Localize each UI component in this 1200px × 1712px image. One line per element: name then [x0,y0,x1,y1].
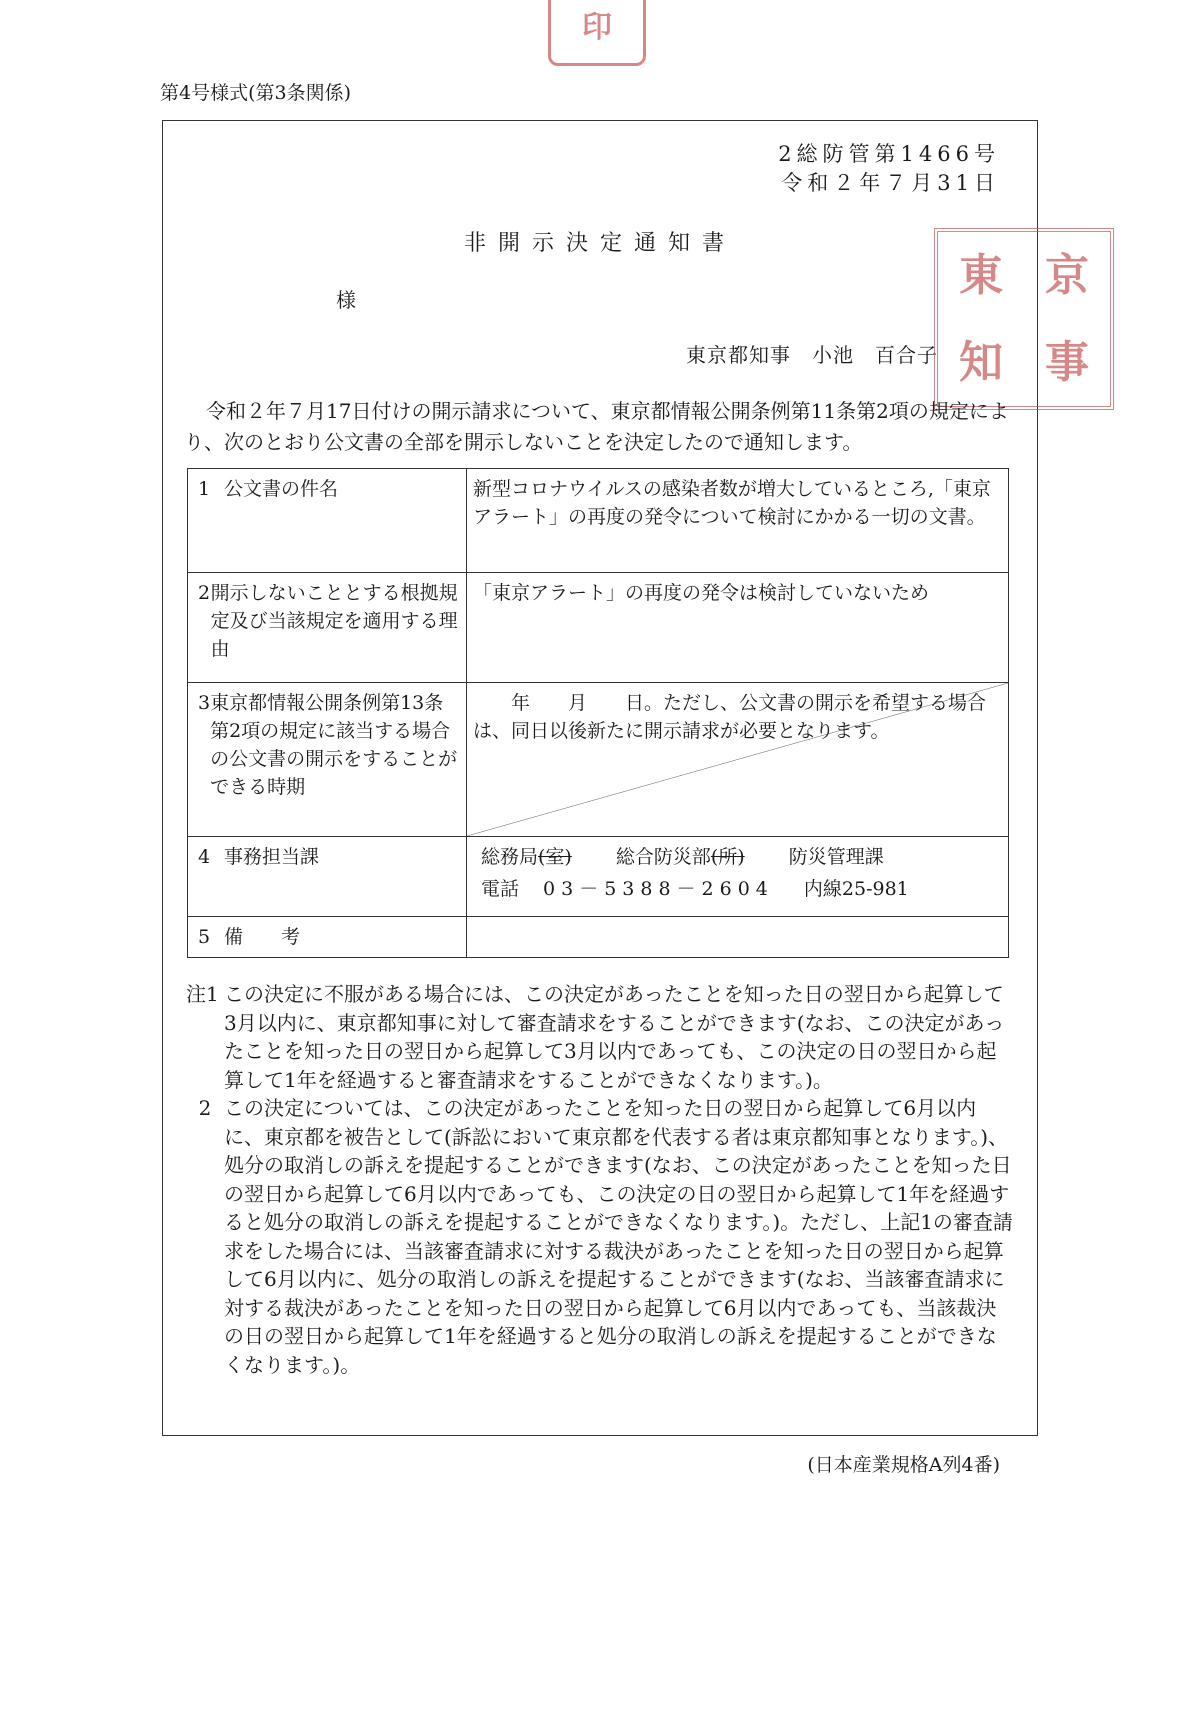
table-row [188,837,1009,917]
top-seal-stamp: 印 [548,0,646,66]
row-label [188,837,467,917]
extension-number: 内線25-981 [803,878,909,900]
decision-table [187,468,1009,958]
note-text: この決定に不服がある場合には、この決定があったことを知った日の翌日から起算して3月以内に、東京都知事に対して審査請求をすることができます(なお、この決定があったことを知った日の翌日から起算して3月以内であっても、この決定の日の翌日から起算して1年を経過すると審査請求をすることができなくなります。)。 [224,982,1005,1092]
contact-value [467,837,1009,917]
document-header [778,140,1000,198]
row-number: 5 [198,926,211,948]
department-line [481,843,1002,871]
intro-paragraph: 令和２年７月17日付けの開示請求について、東京都情報公開条例第11条第2項の規定により、次のとおり公文書の全部を開示しないことを決定したので通知します。 [184,399,1009,454]
disclosure-time-text: 年 月 日。ただし、公文書の開示を希望する場合は、同日以後新たに開示請求が必要となります。 [473,692,987,742]
section-name: 防災管理課 [788,846,884,868]
row-label-text: 公文書の件名 [224,478,339,500]
diagonal-strike-line [467,683,1008,836]
row-label [188,917,467,958]
phone-line [481,875,1002,903]
phone-label: 電話 [481,878,520,900]
subject-value: 新型コロナウイルスの感染者数が増大しているところ,「東京アラート」の再度の発令について検討にかかる一切の文書。 [467,469,1009,573]
document-date: 令和２年７月31日 [781,171,1000,195]
reason-value: 「東京アラート」の再度の発令は検討していないため [467,573,1009,683]
notes-section [186,980,1016,1379]
table-row [188,469,1009,573]
note-label: 2 [198,1096,212,1120]
table-row [188,683,1009,837]
bureau-struck: (室) [538,846,572,868]
jis-footer: (日本産業規格A列4番) [807,1454,1000,1476]
row-number: 3 [198,692,211,714]
row-number: 2 [198,582,211,604]
row-label [188,469,467,573]
official-seal-stamp: 東 京 知 事 [934,228,1114,410]
form-number: 第4号様式(第3条関係) [160,82,352,104]
department-struck: (所) [710,846,745,868]
row-number: 1 [198,478,211,500]
row-number: 4 [198,846,211,868]
row-label-text: 事務担当課 [224,846,320,868]
table-row [188,573,1009,683]
note-item [186,980,1016,1094]
row-label-text: 開示しないこととする根拠規定及び当該規定を適用する理由 [210,582,458,660]
department-name: 総合防災部 [615,846,711,868]
note-label: 注1 [186,982,219,1006]
row-label [188,683,467,837]
row-label-text: 東京都情報公開条例第13条第2項の規定に該当する場合の公文書の開示をすることができる時期 [210,692,458,798]
phone-number: 03－5388－2604 [543,878,774,900]
table-row [188,917,1009,958]
issuer-name: 東京都知事 小池 百合子 [686,343,938,367]
remarks-value [467,917,1009,958]
document-number: 2総防管第1466号 [778,142,1000,166]
note-text: この決定については、この決定があったことを知った日の翌日から起算して6月以内に、東京都を被告として(訴訟において東京都を代表する者は東京都知事となります。)、処分の取消しの訴えを提起することができます(なお、この決定があったことを知った日の翌日から起算して6月以内であっても、この決定の日の翌日から起算して1年を経過すると処分の取消しの訴えを提起することができなくなります。)。ただし、上記1の審査請求をした場合には、当該審査請求に対する裁決があったことを知った日の翌日から起算して6月以内に、処分の取消しの訴えを提起することができます(なお、当該審査請求に対する裁決があったことを知った日の翌日から起算して6月以内であっても、当該裁決の日の翌日から起算して1年を経過すると処分の取消しの訴えを提起することができなくなります。)。 [224,1096,1013,1377]
row-label-text: 備 考 [224,926,301,948]
note-item [186,1094,1016,1379]
row-label [188,573,467,683]
bureau-name: 総務局 [481,846,539,868]
document-title: 非開示決定通知書 [463,231,736,256]
addressee-suffix: 様 [336,288,356,312]
disclosure-time-value [467,683,1009,837]
